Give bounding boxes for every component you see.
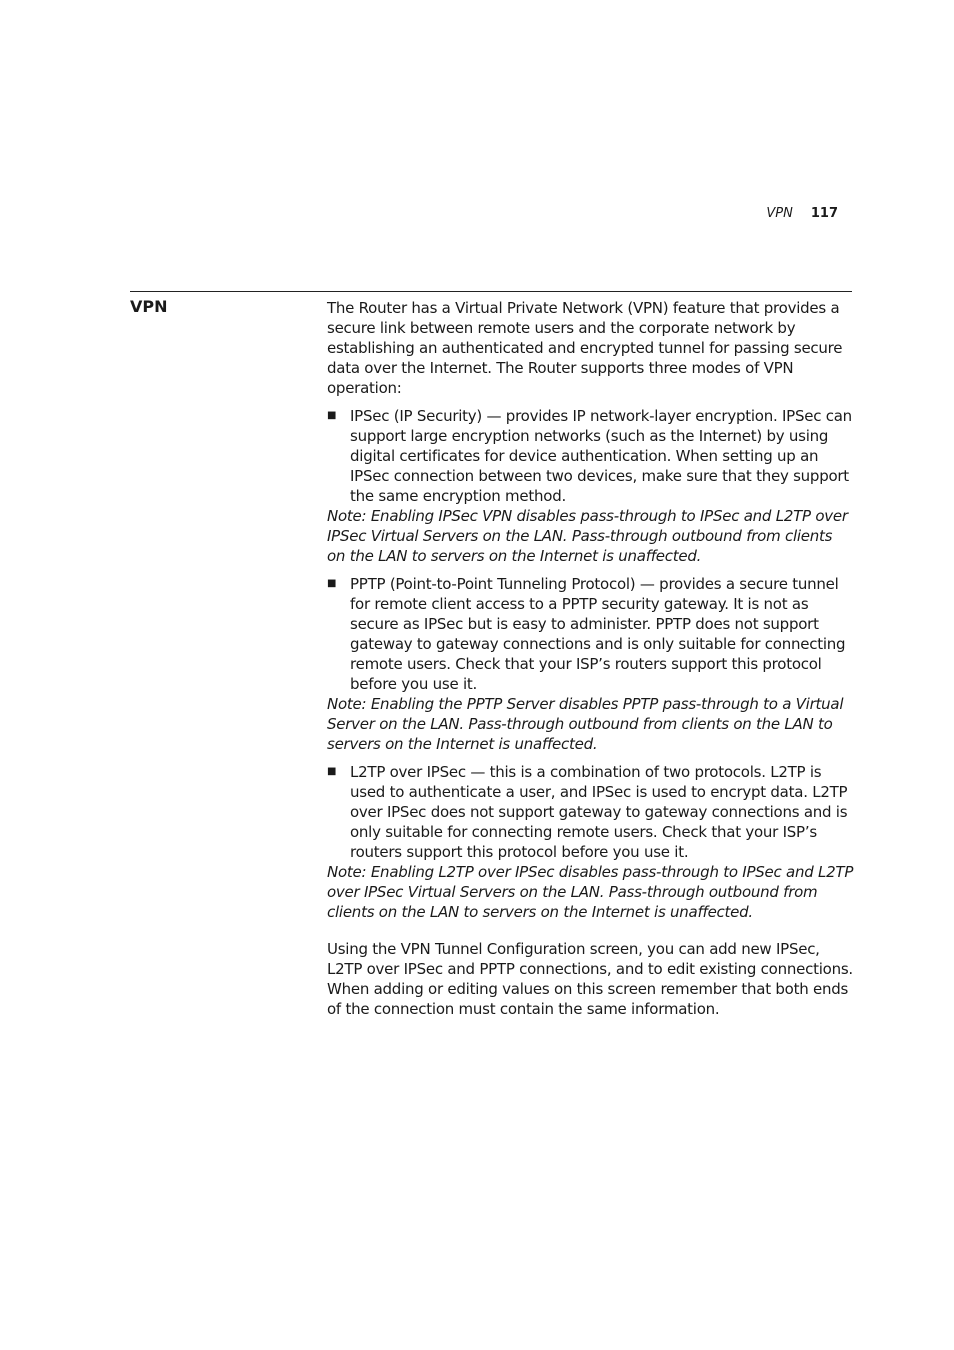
note-l2tp: Note: Enabling L2TP over IPSec disables pass-through to IPSec and L2TP over IPSec Virtual Servers on the LAN. Pass-through outbound from clients on the LAN to servers on the Internet is unaffected.	[327, 863, 854, 921]
running-header	[766, 204, 838, 224]
section-body	[327, 298, 854, 1019]
bullet-item-l2tp	[327, 762, 854, 862]
bullet-marker: ■	[327, 410, 337, 421]
note-ipsec: Note: Enabling IPSec VPN disables pass-through to IPSec and L2TP over IPSec Virtual Servers on the LAN. Pass-through outbound from clients on the LAN to servers on the Internet is unaffected.	[327, 507, 848, 565]
section-heading: VPN	[130, 297, 168, 316]
running-header-section: VPN	[766, 206, 793, 221]
bullet-marker: ■	[327, 578, 337, 589]
bullet-item-ipsec	[327, 406, 854, 506]
bullet-text: PPTP (Point-to-Point Tunneling Protocol) — provides a secure tunnel for remote client access to a PPTP security gateway. It is not as secure as IPSec but is easy to administer. PPTP does not support gateway to gateway connections and is only suitable for connecting remote users. Check that your ISP’s routers support this protocol before you use it.	[350, 575, 846, 693]
closing-paragraph: Using the VPN Tunnel Configuration screen, you can add new IPSec, L2TP over IPSec and PPTP connections, and to edit existing connections. When adding or editing values on this screen remember that both ends of the connection must contain the same information.	[327, 940, 853, 1018]
bullet-text: IPSec (IP Security) — provides IP network-layer encryption. IPSec can support large encryption networks (such as the Internet) by using digital certificates for device authentication. When setting up an IPSec connection between two devices, make sure that they support the same encryption method.	[350, 407, 852, 505]
note-pptp: Note: Enabling the PPTP Server disables PPTP pass-through to a Virtual Server on the LAN. Pass-through outbound from clients on the LAN to servers on the Internet is unaffected.	[327, 695, 844, 753]
bullet-marker: ■	[327, 766, 337, 777]
section-rule	[130, 291, 852, 292]
intro-paragraph: The Router has a Virtual Private Network (VPN) feature that provides a secure link between remote users and the corporate network by establishing an authenticated and encrypted tunnel for passing secure data over the Internet. The Router supports three modes of VPN operation:	[327, 299, 843, 397]
page-number: 117	[810, 206, 838, 221]
bullet-text: L2TP over IPSec — this is a combination of two protocols. L2TP is used to authenticate a user, and IPSec is used to encrypt data. L2TP over IPSec does not support gateway to gateway connections and is only suitable for connecting remote users. Check that your ISP’s routers support this protocol before you use it.	[350, 763, 848, 861]
bullet-item-pptp	[327, 574, 854, 694]
